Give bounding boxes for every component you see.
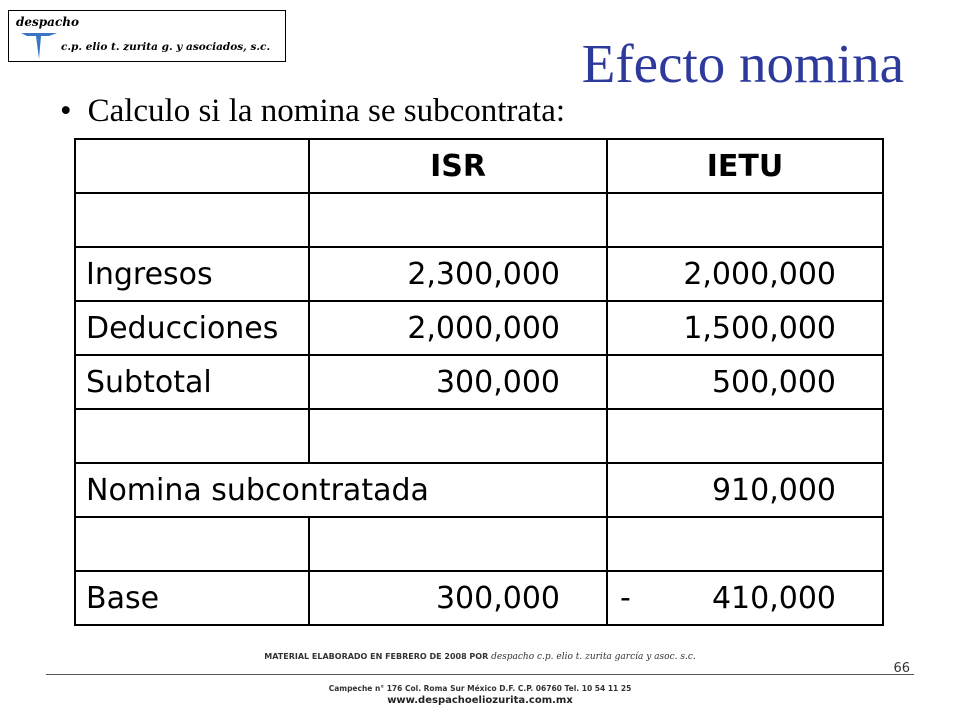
table-row (75, 517, 883, 571)
logo-firm-text: c.p. elio t. zurita g. y asociados, s.c. (61, 41, 271, 53)
bullet-item (60, 95, 565, 128)
row-isr-value: 2,000,000 (309, 301, 607, 355)
table-row (75, 301, 883, 355)
slide-title: Efecto nomina (581, 33, 904, 94)
row-label: Base (75, 571, 309, 625)
row-label: Subtotal (75, 355, 309, 409)
header-cell-isr: ISR (309, 139, 607, 193)
row-ietu-value: 500,000 (607, 355, 883, 409)
row-label (75, 517, 309, 571)
row-isr-value: 300,000 (309, 571, 607, 625)
row-label: Ingresos (75, 247, 309, 301)
footer-divider (46, 674, 914, 675)
header-cell-ietu: IETU (607, 139, 883, 193)
row-label: Deducciones (75, 301, 309, 355)
table-header-row (75, 139, 883, 193)
row-ietu-value: 1,500,000 (607, 301, 883, 355)
row-ietu-value: 2,000,000 (607, 247, 883, 301)
logo-top-text: despacho (16, 15, 79, 29)
row-isr-value (309, 193, 607, 247)
bullet-text: Calculo si la nomina se subcontrata: (87, 93, 566, 129)
table-row (75, 355, 883, 409)
row-ietu-value: 910,000 (607, 463, 883, 517)
row-isr-value (309, 409, 607, 463)
row-isr-value: 2,300,000 (309, 247, 607, 301)
row-isr-value: 300,000 (309, 355, 607, 409)
footer-note-firm: despacho c.p. elio t. zurita garcía y asoc. s.c. (491, 652, 696, 662)
header-cell-label (75, 139, 309, 193)
row-ietu-value (607, 517, 883, 571)
footer-website: www.despachoeliozurita.com.mx (387, 695, 573, 706)
firm-logo (8, 10, 286, 62)
footer-note-prefix: MATERIAL ELABORADO EN FEBRERO DE 2008 POR (264, 652, 489, 661)
row-ietu-value (607, 193, 883, 247)
footer-note (0, 652, 960, 662)
tax-comparison-table (74, 138, 884, 626)
row-label (75, 409, 309, 463)
logo-mark-icon (19, 31, 59, 61)
table-row (75, 193, 883, 247)
row-ietu-value (607, 409, 883, 463)
table-row (75, 571, 883, 625)
row-ietu-cell (607, 571, 883, 625)
table-row (75, 247, 883, 301)
row-isr-value (309, 517, 607, 571)
page-number: 66 (893, 661, 910, 676)
bullet-dot-icon: • (60, 93, 72, 129)
row-label: Nomina subcontratada (75, 463, 607, 517)
table-row (75, 409, 883, 463)
row-ietu-value: 410,000 (711, 580, 836, 616)
table-row (75, 463, 883, 517)
negative-sign: - (620, 580, 631, 616)
row-label (75, 193, 309, 247)
footer-address: Campeche n° 176 Col. Roma Sur México D.F. C.P. 06760 Tel. 10 54 11 25 (328, 684, 632, 693)
